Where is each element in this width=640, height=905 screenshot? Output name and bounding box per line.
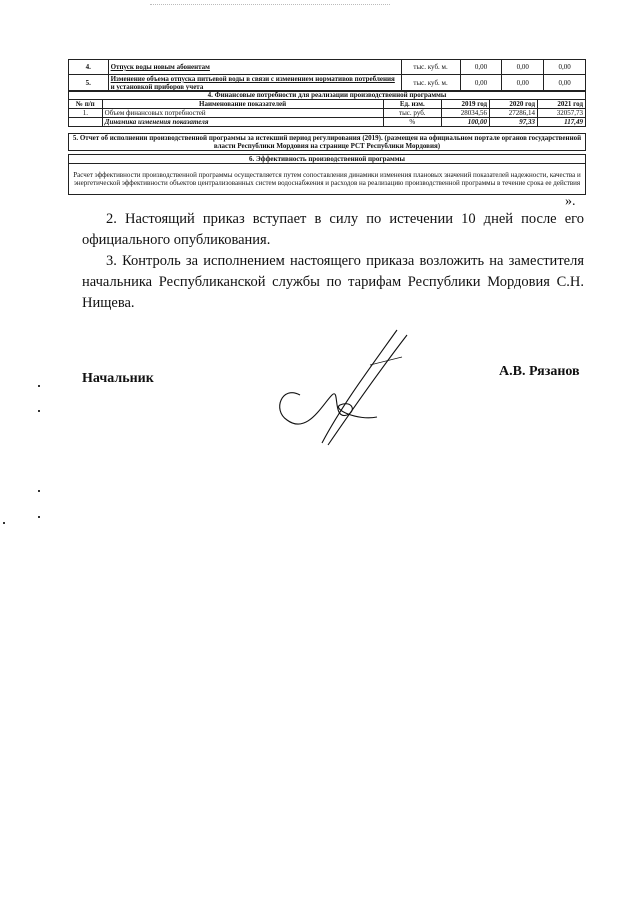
col-header-2021: 2021 год <box>538 100 586 109</box>
row-number: 5. <box>69 75 109 92</box>
signatory-name: А.В. Рязанов <box>499 364 580 379</box>
row-unit: % <box>383 118 442 127</box>
scan-artifact <box>3 522 5 524</box>
col-header-2019: 2019 год <box>442 100 490 109</box>
row-value-2021: 0,00 <box>544 60 586 75</box>
table-row <box>69 118 586 127</box>
handwritten-signature <box>262 325 422 450</box>
section6-text: Расчет эффективности производственной программы осуществляется путем сопоставления динамики изменения плановых значений показателей надежности, качества и энергетической эффективности объектов централизованных систем водоснабжения и расходов на реализацию производственной программы в течение срока ее действия <box>69 164 586 195</box>
section5-title: 5. Отчет об исполнении производственной программы за истекший период регулирования (2019). (размещен на официальном портале органов государственной власти Республики Мордовия на странице РСТ Республики Мордовия) <box>69 134 586 151</box>
section4-title: 4. Финансовые потребности для реализации производственной программы <box>69 91 586 100</box>
financial-needs-table <box>68 90 586 127</box>
paragraph-3: 3. Контроль за исполнением настоящего приказа возложить на заместителя начальника Республиканской службы по тарифам Республики Мордовия С.Н. Нищева. <box>82 253 584 311</box>
table-row <box>69 75 586 92</box>
paragraph-2: 2. Настоящий приказ вступает в силу по истечении 10 дней после его официального опубликования. <box>82 211 584 248</box>
col-header-name: Наименование показателей <box>102 100 383 109</box>
table-header-row <box>69 100 586 109</box>
section6-title: 6. Эффективность производственной программы <box>69 155 586 164</box>
row-name: Изменение объема отпуска питьевой воды в связи с изменением нормативов потребления и установкой приборов учета <box>108 75 401 92</box>
signatory-title: Начальник <box>82 371 154 386</box>
row-value-2021: 32057,73 <box>538 109 586 118</box>
closing-quote: ». <box>565 194 576 209</box>
section6-table <box>68 154 586 195</box>
scan-artifact <box>150 4 390 8</box>
volume-table <box>68 59 586 92</box>
row-value-2019: 0,00 <box>460 75 502 92</box>
row-name: Динамика изменения показателя <box>102 118 383 127</box>
table-row <box>69 60 586 75</box>
row-name: Отпуск воды новым абонентам <box>108 60 401 75</box>
row-value-2020: 0,00 <box>502 75 544 92</box>
row-unit: тыс. куб. м. <box>401 75 460 92</box>
row-value-2020: 0,00 <box>502 60 544 75</box>
scan-artifact <box>38 410 40 412</box>
col-header-num: № п/п <box>69 100 103 109</box>
row-value-2019: 0,00 <box>460 60 502 75</box>
row-value-2020: 27286,14 <box>490 109 538 118</box>
row-number: 4. <box>69 60 109 75</box>
table-row <box>69 109 586 118</box>
col-header-unit: Ед. изм. <box>383 100 442 109</box>
row-value-2021: 117,49 <box>538 118 586 127</box>
scan-artifact <box>38 385 40 387</box>
scan-artifact <box>38 490 40 492</box>
col-header-2020: 2020 год <box>490 100 538 109</box>
row-number: 1. <box>69 109 103 118</box>
row-unit: тыс. руб. <box>383 109 442 118</box>
row-unit: тыс. куб. м. <box>401 60 460 75</box>
row-number <box>69 118 103 127</box>
section5-table <box>68 133 586 151</box>
row-value-2021: 0,00 <box>544 75 586 92</box>
row-value-2020: 97,33 <box>490 118 538 127</box>
row-value-2019: 100,00 <box>442 118 490 127</box>
scan-artifact <box>38 516 40 518</box>
row-name: Объем финансовых потребностей <box>102 109 383 118</box>
row-value-2019: 28034,56 <box>442 109 490 118</box>
